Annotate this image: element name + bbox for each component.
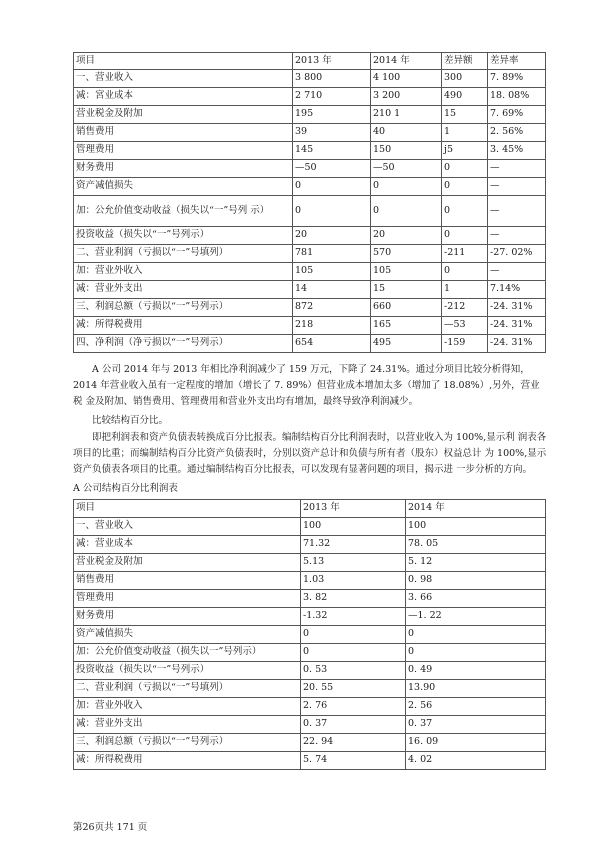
value-cell: —50	[371, 160, 442, 178]
value-cell: 0	[371, 178, 442, 196]
table-row	[74, 644, 546, 662]
table-row	[74, 698, 546, 716]
value-cell: 20. 55	[301, 680, 406, 698]
item-cell: 减：营业外支出	[74, 281, 293, 299]
value-cell: 195	[293, 106, 371, 124]
item-cell: 减：宮业成本	[74, 88, 293, 106]
value-cell: 0. 37	[406, 716, 546, 734]
item-cell: 减：所得税费用	[74, 752, 301, 770]
value-cell: 0	[406, 626, 546, 644]
item-cell: 二、营业利润（亏损以“一”号填列）	[74, 245, 293, 263]
page-footer: 第26页共 171 页	[73, 822, 148, 833]
structure-percentage-table	[73, 499, 546, 770]
value-cell: 16. 09	[406, 734, 546, 752]
value-cell: 2. 56	[406, 698, 546, 716]
table-row	[74, 626, 546, 644]
value-cell: 105	[293, 263, 371, 281]
item-cell: 一、营业收入	[74, 70, 293, 88]
value-cell: 3. 45%	[488, 142, 546, 160]
value-cell: 3. 66	[406, 590, 546, 608]
value-cell: 4 100	[371, 70, 442, 88]
item-cell: 三、利润总额（亏损以“一”号列示）	[74, 734, 301, 752]
value-cell: 210 1	[371, 106, 442, 124]
item-cell: 营业税金及附加	[74, 106, 293, 124]
value-cell: 3 800	[293, 70, 371, 88]
value-cell: 1.03	[301, 572, 406, 590]
value-cell: 5. 74	[301, 752, 406, 770]
value-cell: —	[488, 178, 546, 196]
header-cell: 差异额	[442, 53, 488, 70]
value-cell: 150	[371, 142, 442, 160]
item-cell: 减：营业外支出	[74, 716, 301, 734]
value-cell: —53	[442, 317, 488, 335]
value-cell: 4. 02	[406, 752, 546, 770]
value-cell: 40	[371, 124, 442, 142]
value-cell: 0	[442, 160, 488, 178]
table-row	[74, 716, 546, 734]
table-row	[74, 160, 546, 178]
table-row	[74, 299, 546, 317]
item-cell: 四、净利润（净亏损以“一”号列示）	[74, 335, 293, 353]
table-row	[74, 317, 546, 335]
table-row	[74, 752, 546, 770]
value-cell: 2. 76	[301, 698, 406, 716]
header-cell: 2014 年	[406, 500, 546, 518]
item-cell: 加：营业外收入	[74, 263, 293, 281]
table-row	[74, 88, 546, 106]
table-row	[74, 734, 546, 752]
value-cell: 490	[442, 88, 488, 106]
table-row	[74, 263, 546, 281]
table-row	[74, 142, 546, 160]
value-cell: -27. 02%	[488, 245, 546, 263]
section-heading: 比较结构百分比。	[92, 415, 169, 426]
table-row	[74, 536, 546, 554]
value-cell: 7. 69%	[488, 106, 546, 124]
value-cell: 100	[301, 518, 406, 536]
value-cell: 0. 37	[301, 716, 406, 734]
table-row	[74, 680, 546, 698]
header-cell: 2013 年	[293, 53, 371, 70]
item-cell: 减：营业成本	[74, 536, 301, 554]
value-cell: j5	[442, 142, 488, 160]
analysis-paragraph: A 公司 2014 年与 2013 年相比净利润减少了 159 万元，下降了 24.31%。通过分项目比较分析得知，2014 年营业收入虽有一定程度的增加（增长了 7. 89%）但营业成本增加太多（增加了 18.08%）,另外，营业税 金及附加、销售费用、管理费用和营业外支出均有增加，最终导致净利润减少。	[73, 364, 540, 407]
value-cell: -24. 31%	[488, 317, 546, 335]
value-cell: 0	[406, 644, 546, 662]
value-cell: 300	[442, 70, 488, 88]
item-cell: 投资收益（损失以“一”号列示）	[74, 227, 293, 245]
item-cell: 三、利润总额（亏损以“一”号列示）	[74, 299, 293, 317]
value-cell: 0	[442, 196, 488, 227]
value-cell: -211	[442, 245, 488, 263]
table-header-row	[74, 500, 546, 518]
table-row	[74, 518, 546, 536]
value-cell: 18. 08%	[488, 88, 546, 106]
value-cell: 660	[371, 299, 442, 317]
value-cell: 20	[293, 227, 371, 245]
table-row	[74, 662, 546, 680]
table-caption: A 公司结构百分比利润表	[73, 483, 178, 494]
table-row	[74, 227, 546, 245]
value-cell: 654	[293, 335, 371, 353]
value-cell: 22. 94	[301, 734, 406, 752]
table-row	[74, 335, 546, 353]
value-cell: 15	[371, 281, 442, 299]
value-cell: 0	[293, 196, 371, 227]
value-cell: 495	[371, 335, 442, 353]
value-cell: —	[488, 196, 546, 227]
item-cell: 一、营业收入	[74, 518, 301, 536]
value-cell: 0	[371, 196, 442, 227]
item-cell: 管理费用	[74, 142, 293, 160]
item-cell: 财务费用	[74, 160, 293, 178]
item-cell: 销售费用	[74, 124, 293, 142]
header-cell: 差异率	[488, 53, 546, 70]
value-cell: 100	[406, 518, 546, 536]
header-cell: 2013 年	[301, 500, 406, 518]
item-cell: 投资收益（损失以“一”号列示）	[74, 662, 301, 680]
method-paragraph: 即把利润表和资产负债表转换成百分比报表。编制结构百分比利润表时，以营业收入为 100%,显示利 润表各项目的比重；而编制结构百分比资产负债表时，分别以资产总计和负债与所有者（股东）权益总计 为 100%,显示资产负债表各项目的比重。通过编制结构百分比报表，可以发现有显著问题的项目，揭示进 一步分析的方向。	[73, 432, 547, 475]
value-cell: 71.32	[301, 536, 406, 554]
value-cell: -159	[442, 335, 488, 353]
value-cell: —50	[293, 160, 371, 178]
value-cell: 2. 56%	[488, 124, 546, 142]
value-cell: 0. 98	[406, 572, 546, 590]
item-cell: 管理费用	[74, 590, 301, 608]
value-cell: 1	[442, 281, 488, 299]
item-cell: 减：所得税费用	[74, 317, 293, 335]
value-cell: 0	[301, 626, 406, 644]
value-cell: —	[488, 227, 546, 245]
item-cell: 营业税金及附加	[74, 554, 301, 572]
value-cell: 145	[293, 142, 371, 160]
value-cell: 5.13	[301, 554, 406, 572]
table-row	[74, 196, 546, 227]
item-cell: 资产减值损失	[74, 178, 293, 196]
header-cell: 2014 年	[371, 53, 442, 70]
value-cell: 872	[293, 299, 371, 317]
table-row	[74, 70, 546, 88]
item-cell: 资产减值损失	[74, 626, 301, 644]
table-row	[74, 178, 546, 196]
header-cell: 项目	[74, 500, 301, 518]
table-row	[74, 281, 546, 299]
value-cell: 2 710	[293, 88, 371, 106]
value-cell: 570	[371, 245, 442, 263]
value-cell: 0	[293, 178, 371, 196]
value-cell: 781	[293, 245, 371, 263]
value-cell: 0. 49	[406, 662, 546, 680]
value-cell: 78. 05	[406, 536, 546, 554]
table-row	[74, 106, 546, 124]
value-cell: 39	[293, 124, 371, 142]
value-cell: 105	[371, 263, 442, 281]
value-cell: 165	[371, 317, 442, 335]
value-cell: —	[488, 160, 546, 178]
table-row	[74, 608, 546, 626]
value-cell: -1.32	[301, 608, 406, 626]
value-cell: 20	[371, 227, 442, 245]
variance-table	[73, 52, 546, 353]
header-cell: 项目	[74, 53, 293, 70]
table-row	[74, 554, 546, 572]
value-cell: -212	[442, 299, 488, 317]
item-cell: 二、营业利润（亏损以“一”号填列）	[74, 680, 301, 698]
value-cell: —1. 22	[406, 608, 546, 626]
value-cell: 1	[442, 124, 488, 142]
value-cell: 13.90	[406, 680, 546, 698]
value-cell: —	[488, 263, 546, 281]
value-cell: -24. 31%	[488, 335, 546, 353]
value-cell: 218	[293, 317, 371, 335]
value-cell: 0. 53	[301, 662, 406, 680]
value-cell: 3. 82	[301, 590, 406, 608]
item-cell: 加：公允价值变动收益（损失以一”号列示）	[74, 644, 301, 662]
value-cell: 15	[442, 106, 488, 124]
value-cell: 0	[301, 644, 406, 662]
value-cell: -24. 31%	[488, 299, 546, 317]
item-cell: 销售费用	[74, 572, 301, 590]
value-cell: 14	[293, 281, 371, 299]
item-cell: 加：营业外收入	[74, 698, 301, 716]
table-row	[74, 245, 546, 263]
value-cell: 7. 89%	[488, 70, 546, 88]
value-cell: 0	[442, 227, 488, 245]
value-cell: 3 200	[371, 88, 442, 106]
item-cell: 财务费用	[74, 608, 301, 626]
item-cell: 加：公允价值变动收益（损失以“一”号列 示）	[74, 196, 293, 227]
table-row	[74, 124, 546, 142]
table-row	[74, 590, 546, 608]
value-cell: 0	[442, 263, 488, 281]
table-row	[74, 572, 546, 590]
value-cell: 5. 12	[406, 554, 546, 572]
table-header-row	[74, 53, 546, 70]
value-cell: 7.14%	[488, 281, 546, 299]
value-cell: 0	[442, 178, 488, 196]
